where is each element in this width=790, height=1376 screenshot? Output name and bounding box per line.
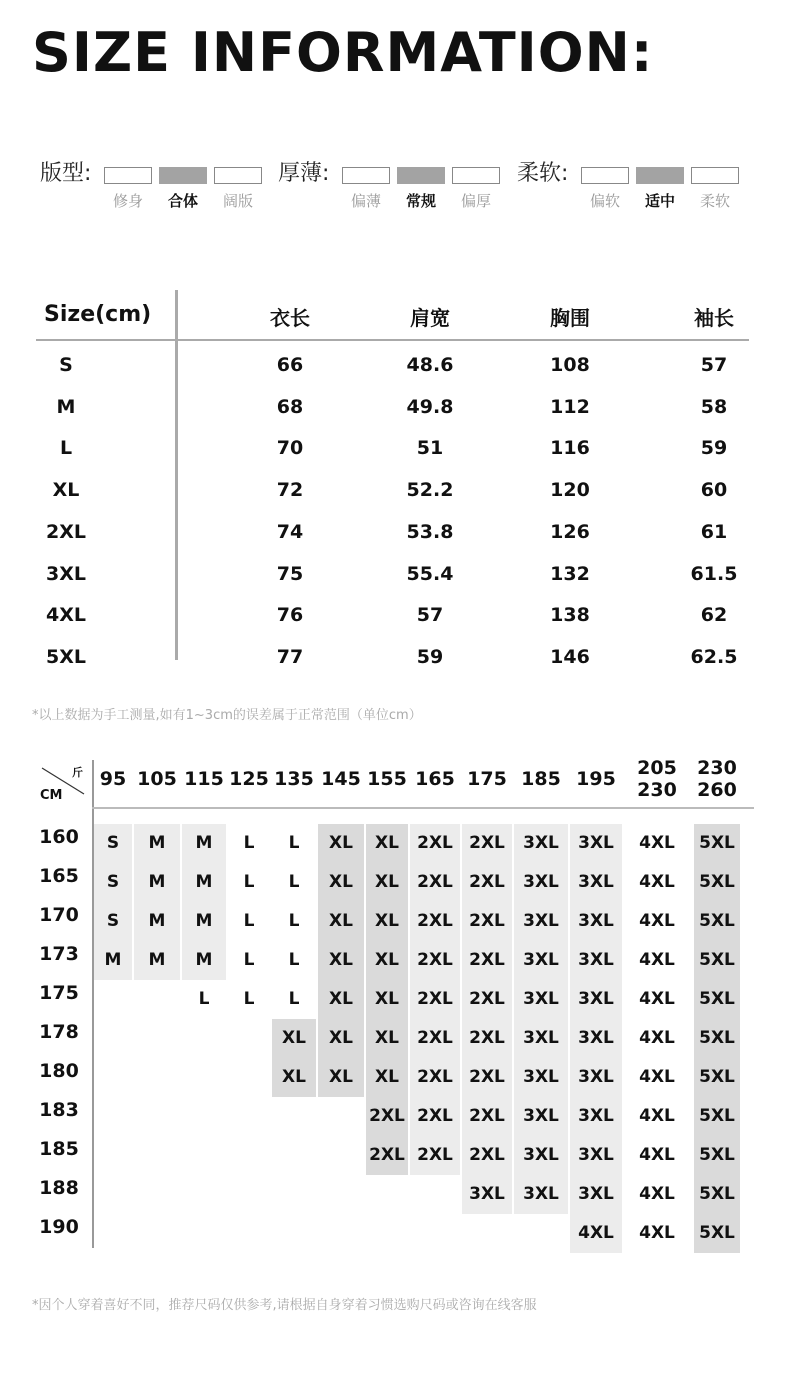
table-value-cell: 120 [550,479,590,502]
grid-size-cell: 5XL [694,980,740,1019]
grid-size-cell: 2XL [410,1019,460,1058]
weight-header: 135 [274,768,314,790]
grid-size-cell: M [182,824,226,863]
table-header: 肩宽 [410,306,450,330]
table-value-cell: 61 [700,520,728,543]
table-value-cell: 132 [550,562,590,585]
weight-header: 125 [229,768,269,790]
rating-softness-box-2 [636,167,684,184]
weight-header: 95 [99,768,127,790]
grid-size-cell: XL [272,1019,316,1058]
grid-size-cell: 3XL [570,824,622,863]
grid-size-cell: M [182,941,226,980]
grid-size-cell: M [182,902,226,941]
size-recommendation-grid [36,756,756,1256]
grid-size-cell: 5XL [694,824,740,863]
rating-softness-option: 柔软 [699,192,730,210]
table-value-cell: 62 [700,604,728,627]
grid-size-cell: 2XL [462,980,512,1019]
grid-size-cell: L [288,911,300,931]
grid-size-cell: 3XL [514,863,568,902]
weight-header: 165 [415,768,455,790]
grid-size-cell: 2XL [410,1136,460,1175]
grid-size-cell: S [94,902,132,941]
table-value-cell: 57 [416,604,444,627]
grid-size-cell: L [243,911,255,931]
grid-size-cell: M [182,863,226,902]
recommendation-note: *因个人穿着喜好不同，推荐尺码仅供参考,请根据自身穿着习惯选购尺码或咨询在线客服 [32,1298,537,1313]
table-value-cell: 112 [550,395,590,418]
grid-size-cell: 3XL [514,1019,568,1058]
grid-size-cell: 2XL [462,1136,512,1175]
grid-size-cell: 3XL [570,1175,622,1214]
table-value-cell: 75 [276,562,304,585]
rating-fit-option: 合体 [167,192,198,210]
table-value-cell: 48.6 [406,354,454,376]
table-header: 衣长 [270,306,310,330]
grid-size-cell: 5XL [694,1019,740,1058]
weight-header: 115 [184,768,224,790]
grid-size-cell: L [243,872,255,892]
grid-size-cell: 3XL [514,824,568,863]
grid-size-cell: 2XL [462,941,512,980]
grid-size-cell: XL [366,1019,408,1058]
grid-size-cell: 4XL [639,1145,675,1165]
grid-size-cell: XL [366,1058,408,1097]
height-header: 185 [39,1138,79,1160]
table-value-cell: 74 [276,520,304,543]
height-header: 175 [39,982,79,1004]
table-header: Size(cm) [44,302,152,327]
table-value-cell: 49.8 [406,395,454,418]
grid-size-cell: 3XL [514,1136,568,1175]
table-size-cell: L [59,437,73,460]
measurement-table [36,290,750,670]
rating-softness-box-3 [691,167,739,184]
rating-softness-box-1 [581,167,629,184]
grid-size-cell: XL [318,1058,364,1097]
table-size-cell: 4XL [46,604,86,627]
grid-size-cell: 2XL [410,980,460,1019]
height-header: 188 [39,1177,79,1199]
rating-thickness-option: 常规 [405,192,436,210]
rating-thickness-label: 厚薄: [278,161,330,186]
rating-softness [517,160,747,220]
rating-softness-label: 柔软: [517,161,569,186]
page-title: SIZE INFORMATION: [32,21,654,84]
grid-size-cell: 3XL [570,1058,622,1097]
grid-size-cell: XL [318,863,364,902]
rating-fit-option: 阔版 [222,192,253,210]
rating-fit-option: 修身 [112,192,143,210]
grid-size-cell: 3XL [514,941,568,980]
weight-header: 185 [521,768,561,790]
grid-size-cell: 4XL [639,833,675,853]
table-size-cell: 5XL [46,645,86,668]
grid-size-cell: XL [366,863,408,902]
grid-size-cell: 4XL [639,989,675,1009]
grid-size-cell: 2XL [410,941,460,980]
grid-size-cell: 5XL [694,941,740,980]
rating-thickness-box-1 [342,167,390,184]
grid-size-cell: 3XL [514,1175,568,1214]
rating-softness-option: 适中 [644,192,675,210]
table-value-cell: 61.5 [690,562,738,585]
table-size-cell: 3XL [46,562,86,585]
table-value-cell: 116 [550,437,590,460]
table-value-cell: 57 [700,354,728,376]
corner-height-unit: CM [40,788,63,803]
weight-header: 145 [321,768,361,790]
grid-size-cell: 3XL [514,980,568,1019]
grid-size-cell: L [243,833,255,853]
measurement-note: *以上数据为手工测量,如有1~3cm的误差属于正常范围（单位cm） [32,708,422,723]
grid-size-cell: 3XL [570,1136,622,1175]
grid-size-cell: M [134,824,180,863]
height-header: 180 [39,1060,79,1082]
grid-size-cell: 5XL [694,1175,740,1214]
table-value-cell: 76 [276,604,304,627]
grid-size-cell: 3XL [570,1097,622,1136]
grid-size-cell: 5XL [694,902,740,941]
grid-size-cell: 3XL [514,1097,568,1136]
grid-size-cell: XL [318,980,364,1019]
grid-size-cell: 3XL [514,902,568,941]
table-value-cell: 59 [416,645,444,668]
table-header: 袖长 [694,306,734,330]
rating-thickness [278,160,508,220]
table-size-cell: M [56,395,76,418]
grid-size-cell: 4XL [639,872,675,892]
grid-size-cell: S [94,863,132,902]
grid-size-cell: 3XL [570,941,622,980]
grid-size-cell: L [243,989,255,1009]
grid-size-cell: S [94,824,132,863]
corner-weight-unit: 斤 [72,766,83,779]
table-value-cell: 68 [276,395,304,418]
grid-size-cell: 4XL [639,950,675,970]
table-value-cell: 138 [550,604,590,627]
table-value-cell: 52.2 [406,479,454,502]
rating-thickness-box-3 [452,167,500,184]
table-size-cell: 2XL [46,520,86,543]
weight-header: 230 260 [697,757,737,801]
weight-header: 205 230 [637,757,677,801]
grid-size-cell: XL [318,824,364,863]
height-header: 170 [39,904,79,926]
grid-size-cell: L [288,989,300,1009]
grid-size-cell: L [243,950,255,970]
table-value-cell: 108 [550,354,590,376]
rating-fit-box-2 [159,167,207,184]
table-value-cell: 146 [550,645,590,668]
grid-size-cell: 5XL [694,1097,740,1136]
table-value-cell: 70 [276,437,304,460]
grid-size-cell: 4XL [570,1214,622,1253]
grid-size-cell: 2XL [462,863,512,902]
grid-size-cell: 3XL [514,1058,568,1097]
grid-size-cell: XL [272,1058,316,1097]
grid-size-cell: 5XL [694,1058,740,1097]
rating-fit-box-1 [104,167,152,184]
table-value-cell: 62.5 [690,645,738,668]
height-header: 190 [39,1216,79,1238]
grid-size-cell: M [134,863,180,902]
table-value-cell: 51 [416,437,444,460]
grid-size-cell: M [94,941,132,980]
grid-corner [38,764,90,804]
table-value-cell: 58 [700,395,728,418]
table-value-cell: 72 [276,479,304,502]
grid-size-cell: 2XL [410,1058,460,1097]
table-value-cell: 77 [276,645,304,668]
table-value-cell: 66 [276,354,304,376]
grid-size-cell: 2XL [462,1058,512,1097]
table-size-cell: XL [52,479,80,502]
height-header: 178 [39,1021,79,1043]
grid-size-cell: 3XL [570,863,622,902]
grid-size-cell: 4XL [639,1106,675,1126]
grid-divider-horizontal [92,807,754,809]
table-value-cell: 55.4 [406,562,454,585]
grid-size-cell: M [134,902,180,941]
grid-size-cell: XL [366,902,408,941]
grid-size-cell: 2XL [410,902,460,941]
grid-size-cell: M [134,941,180,980]
weight-header: 155 [367,768,407,790]
height-header: 183 [39,1099,79,1121]
height-header: 160 [39,826,79,848]
weight-header: 195 [576,768,616,790]
grid-size-cell: 3XL [570,1019,622,1058]
grid-size-cell: 4XL [639,1028,675,1048]
rating-fit-box-3 [214,167,262,184]
table-header: 胸围 [550,306,590,330]
rating-thickness-box-2 [397,167,445,184]
grid-size-cell: L [288,872,300,892]
grid-size-cell: 4XL [639,1223,675,1243]
grid-size-cell: 4XL [639,1184,675,1204]
grid-size-cell: 2XL [462,1019,512,1058]
table-divider-vertical [175,290,178,660]
grid-size-cell: XL [366,941,408,980]
table-divider-horizontal [36,339,749,341]
grid-size-cell: 2XL [366,1097,408,1136]
grid-size-cell: XL [318,941,364,980]
weight-header: 105 [137,768,177,790]
grid-size-cell: 2XL [462,824,512,863]
height-header: 173 [39,943,79,965]
height-header: 165 [39,865,79,887]
grid-size-cell: L [288,950,300,970]
grid-size-cell: 2XL [462,1097,512,1136]
table-value-cell: 53.8 [406,520,454,543]
grid-size-cell: 2XL [366,1136,408,1175]
weight-header: 175 [467,768,507,790]
grid-size-cell: XL [366,824,408,863]
grid-size-cell: 2XL [462,902,512,941]
grid-size-cell: 2XL [410,1097,460,1136]
grid-size-cell: XL [318,902,364,941]
grid-size-cell: XL [366,980,408,1019]
grid-size-cell: L [288,833,300,853]
grid-size-cell: 4XL [639,911,675,931]
grid-size-cell: XL [318,1019,364,1058]
grid-size-cell: 3XL [462,1175,512,1214]
rating-thickness-option: 偏薄 [350,192,381,210]
grid-size-cell: 5XL [694,1214,740,1253]
grid-size-cell: 5XL [694,863,740,902]
grid-size-cell: 3XL [570,902,622,941]
rating-fit-label: 版型: [40,161,92,186]
table-value-cell: 60 [700,479,728,502]
table-size-cell: S [59,354,73,376]
rating-fit [40,160,270,220]
grid-size-cell: 3XL [570,980,622,1019]
rating-softness-option: 偏软 [589,192,620,210]
grid-size-cell: L [198,989,210,1009]
grid-size-cell: 2XL [410,863,460,902]
grid-size-cell: 4XL [639,1067,675,1087]
grid-size-cell: 5XL [694,1136,740,1175]
grid-size-cell: 2XL [410,824,460,863]
table-value-cell: 59 [700,437,728,460]
rating-thickness-option: 偏厚 [460,192,491,210]
table-value-cell: 126 [550,520,590,543]
